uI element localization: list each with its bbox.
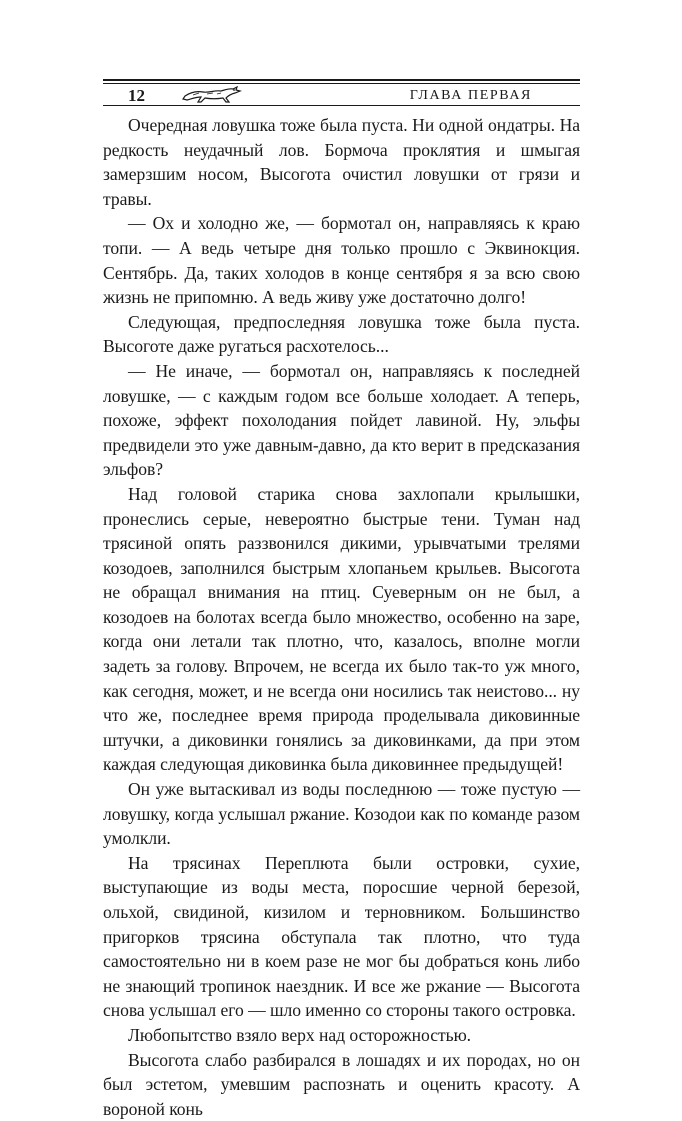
running-beast-emblem-icon bbox=[181, 84, 243, 104]
chapter-title: ГЛАВА ПЕРВАЯ bbox=[409, 88, 532, 103]
paragraph: Любопытство взяло верх над осторожностью. bbox=[128, 1024, 472, 1045]
header-rule-top-thin bbox=[103, 83, 580, 84]
paragraph: — Ох и холодно же, — бормотал он, направляясь к краю топи. — А ведь четыре дня только прошло с Эквинокция. Сентябрь. Да, таких холодов в конце сентября я за всю свою жизнь не припомню. А ведь живу уже достаточно долго! bbox=[103, 213, 580, 308]
paragraph: Следующая, предпоследняя ловушка тоже была пуста. Высоготе даже ругаться расхотелось... bbox=[103, 311, 580, 357]
paragraph: Высогота слабо разбирался в лошадях и их породах, но он был эстетом, умевшим распознать и оценить красоту. А вороной конь bbox=[103, 1049, 580, 1119]
paragraph: Над головой старика снова захлопали крылышки, пронеслись серые, невероятно быстрые тени. Туман над трясиной опять раззвонился дикими, урывчатыми трелями козодоев, заполнился быстрым хлопаньем крыльев. Высогота не обращал внимания на птиц. Суеверным он не был, а козодоев на болотах всегда было множество, особенно на заре, когда они летали так плотно, что, казалось, вполне могли задеть за голову. Впрочем, не всегда их было так-то уж много, как сегодня, может, и не всегда они носились так неистово... ну что же, последнее время природа проделывала диковинные штучки, а диковинки гонялись за диковинками, да при этом каждая следующая диковинка была диковиннее предыдущей! bbox=[103, 483, 580, 775]
paragraph: Очередная ловушка тоже была пуста. Ни одной ондатры. На редкость неудачный лов. Бормоча проклятия и шмыгая замерзшим носом, Высогота очистил ловушки от грязи и травы. bbox=[103, 115, 580, 209]
body-text bbox=[103, 113, 580, 1121]
paragraph: На трясинах Переплюта были островки, сухие, выступающие из воды места, поросшие черной березой, ольхой, свидиной, кизилом и терновником. Большинство пригорков трясина обступала так плотно, что туда самостоятельно ни в коем разе не мог бы добраться конь либо не знающий тропинок наездник. И все же ржание — Высогота снова услышал его — шло именно со стороны такого островка. bbox=[103, 852, 580, 1021]
header-rule-bottom bbox=[103, 105, 580, 106]
header-rule-top bbox=[103, 79, 580, 81]
paragraph: — Не иначе, — бормотал он, направляясь к последней ловушке, — с каждым годом все больше холодает. А теперь, похоже, эффект похолодания пойдет лавиной. Ну, эльфы предвидели это уже давным-давно, да кто верит в предсказания эльфов? bbox=[103, 360, 580, 480]
page-number: 12 bbox=[128, 86, 145, 105]
running-header bbox=[103, 79, 580, 109]
paragraph: Он уже вытаскивал из воды последнюю — тоже пустую — ловушку, когда услышал ржание. Козодои как по команде разом умолкли. bbox=[103, 779, 580, 849]
